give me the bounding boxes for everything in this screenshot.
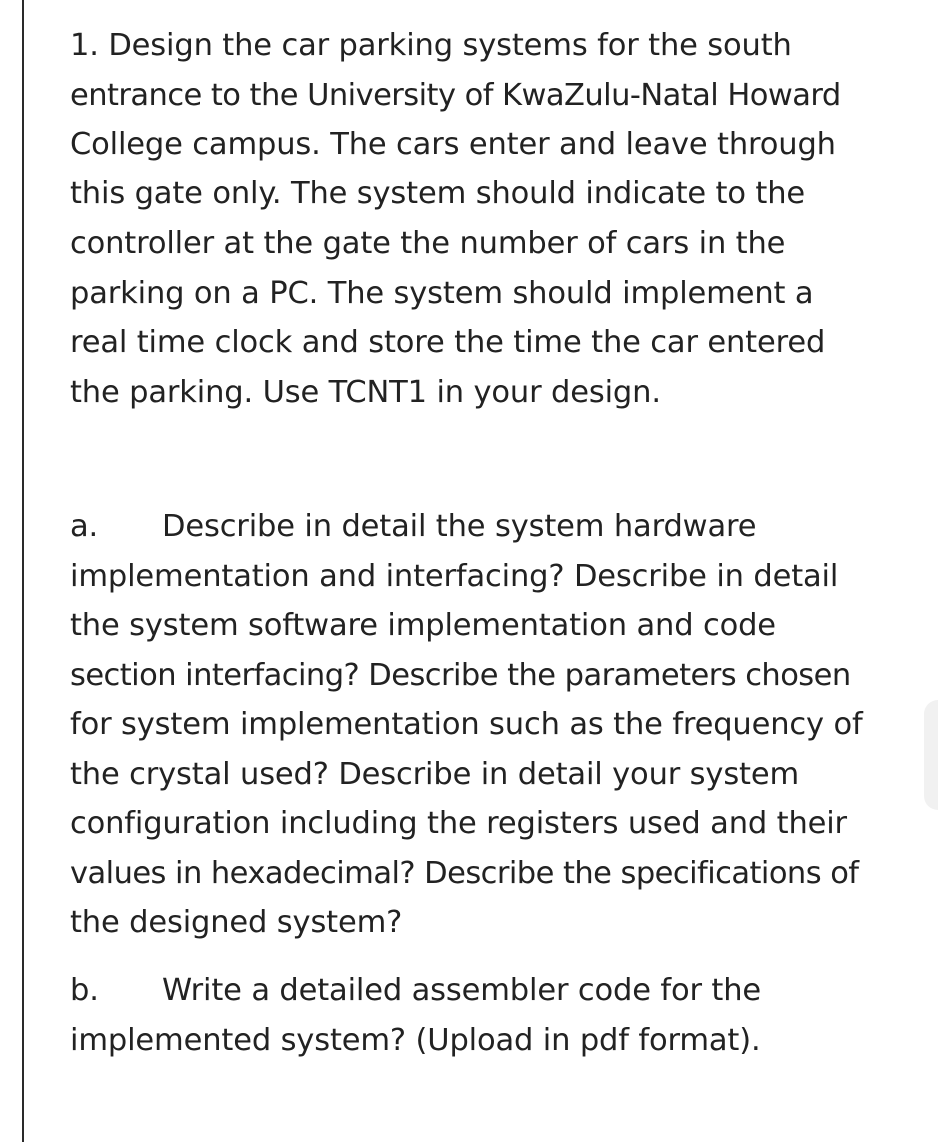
part-b-line: implemented system? (Upload in pdf format). <box>70 1023 761 1058</box>
part-b-marker: b. <box>70 973 99 1008</box>
part-a-first-line-text: Describe in detail the system hardware <box>162 509 757 544</box>
part-a-line: values in hexadecimal? Describe the specifications of <box>70 856 859 891</box>
part-a-first-line <box>70 507 756 547</box>
part-a-line: the crystal used? Describe in detail your system <box>70 757 800 792</box>
left-border-line <box>22 0 24 1142</box>
question-line: this gate only. The system should indicate to the <box>70 176 806 211</box>
part-a-line: section interfacing? Describe the parameters chosen <box>70 658 851 693</box>
part-a-marker: a. <box>70 509 99 544</box>
part-b-first-line <box>70 971 761 1011</box>
question-line: controller at the gate the number of cars in the <box>70 226 786 261</box>
question-line: parking on a PC. The system should implement a <box>70 276 814 311</box>
question-line: the parking. Use TCNT1 in your design. <box>70 375 661 410</box>
question-line: entrance to the University of KwaZulu-Natal Howard <box>70 78 841 113</box>
part-a-line: for system implementation such as the frequency of <box>70 707 863 742</box>
question-line: College campus. The cars enter and leave through <box>70 127 836 162</box>
right-edge-scroll-hint <box>924 700 938 810</box>
question-line: real time clock and store the time the car entered <box>70 325 826 360</box>
question-line: 1. Design the car parking systems for the south <box>70 28 792 63</box>
part-b-first-line-text: Write a detailed assembler code for the <box>162 973 762 1008</box>
part-a-line: configuration including the registers used and their <box>70 806 847 841</box>
part-a-line: the system software implementation and code <box>70 608 776 643</box>
part-a-line: implementation and interfacing? Describe in detail <box>70 559 839 594</box>
part-a-line: the designed system? <box>70 905 403 940</box>
